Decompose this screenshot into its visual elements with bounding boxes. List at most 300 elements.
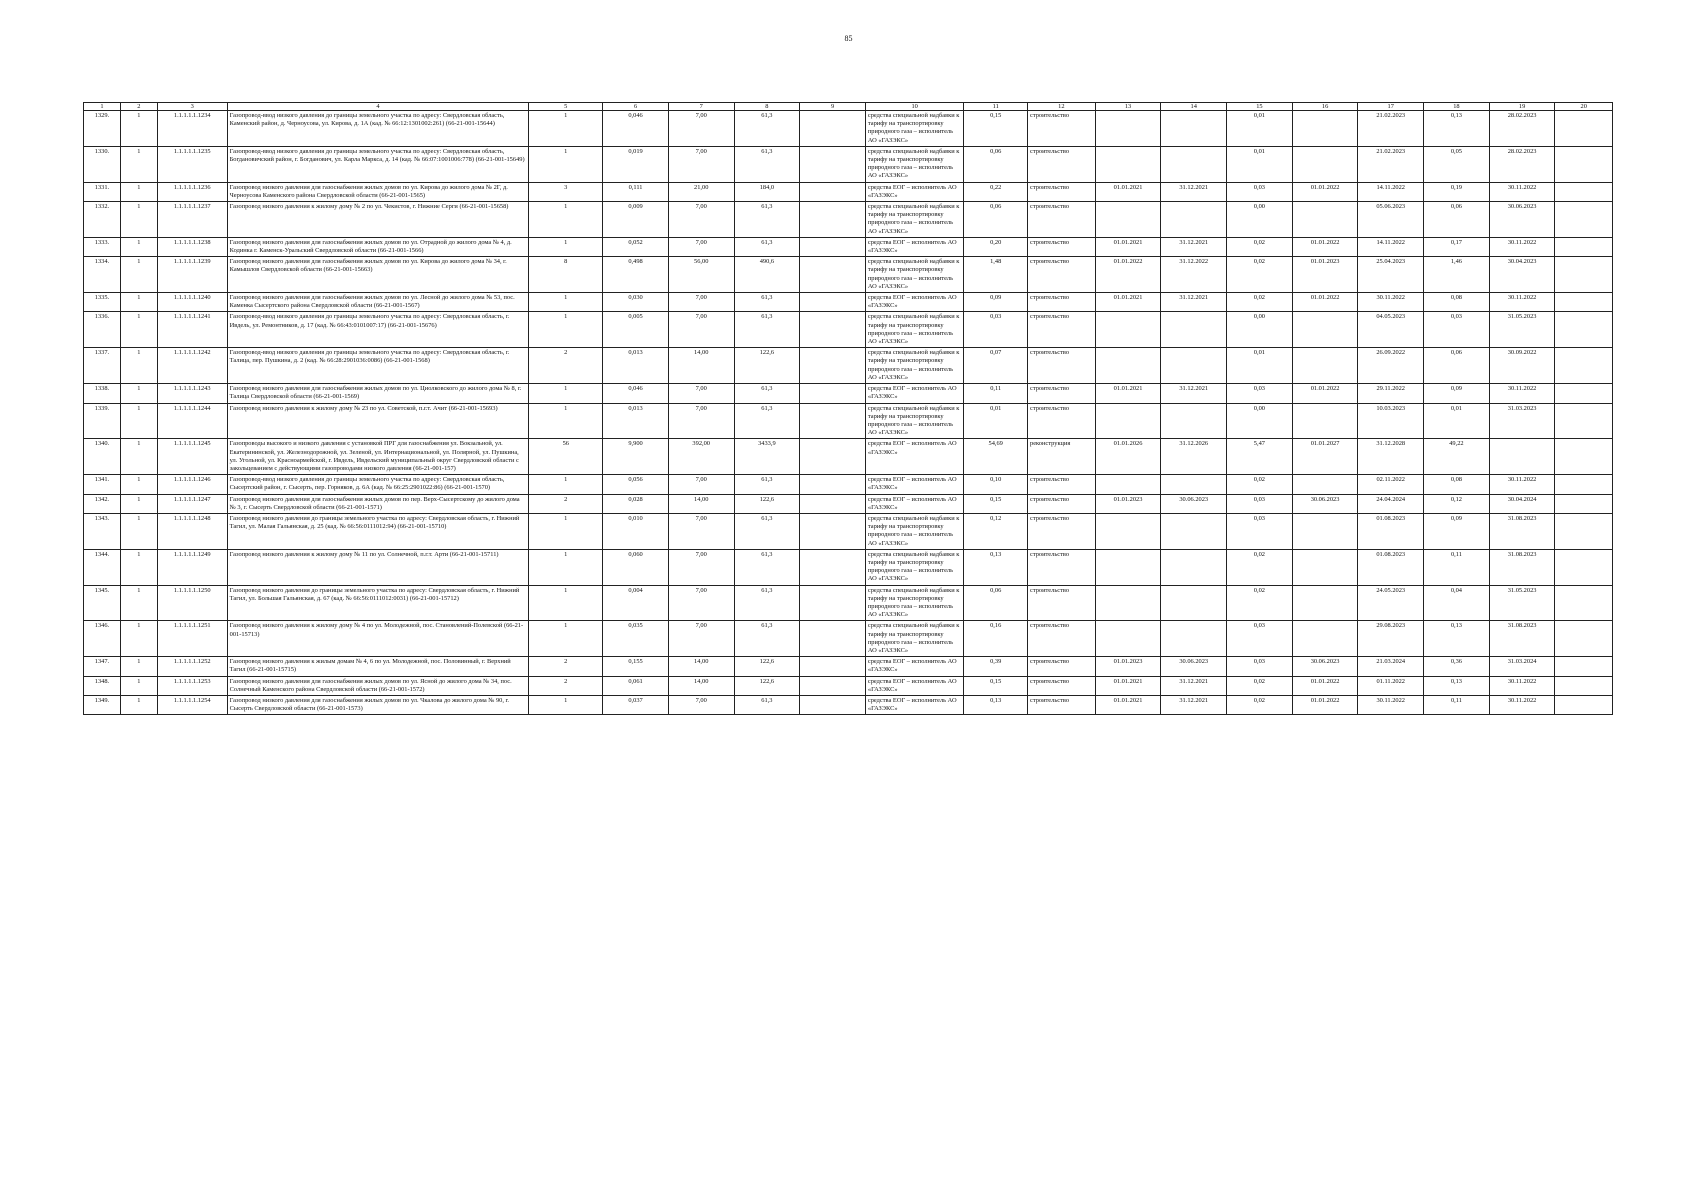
row-number: 1335. bbox=[84, 293, 121, 312]
col8-value: 61,3 bbox=[734, 312, 800, 348]
work-type: строительство bbox=[1028, 585, 1096, 621]
funding-source: средства ЕОГ – исполнитель АО «ГАЗЭКС» bbox=[865, 182, 964, 201]
item-code: 1.1.1.1.1.1238 bbox=[157, 237, 227, 256]
funding-source: средства ЕОГ – исполнитель АО «ГАЗЭКС» bbox=[865, 439, 964, 475]
row-number: 1341. bbox=[84, 475, 121, 494]
col16-date bbox=[1292, 348, 1358, 384]
col7-value: 14,00 bbox=[668, 348, 734, 384]
col5-value: 8 bbox=[529, 257, 603, 293]
col11-value: 0,11 bbox=[964, 384, 1028, 403]
work-type: строительство bbox=[1028, 513, 1096, 549]
col11-value: 0,13 bbox=[964, 549, 1028, 585]
end-date: 31.12.2022 bbox=[1161, 257, 1227, 293]
col7-value: 7,00 bbox=[668, 475, 734, 494]
end-date: 30.06.2023 bbox=[1161, 494, 1227, 513]
col2-value: 1 bbox=[120, 111, 157, 147]
completion-date: 30.09.2022 bbox=[1489, 348, 1555, 384]
start-date bbox=[1095, 475, 1161, 494]
col2-value: 1 bbox=[120, 257, 157, 293]
col2-value: 1 bbox=[120, 237, 157, 256]
item-code: 1.1.1.1.1.1253 bbox=[157, 676, 227, 695]
col15-value: 0,03 bbox=[1227, 494, 1293, 513]
table-row bbox=[84, 696, 1613, 715]
col15-value: 0,03 bbox=[1227, 657, 1293, 676]
work-type: строительство bbox=[1028, 257, 1096, 293]
col7-value: 7,00 bbox=[668, 202, 734, 238]
completion-date: 31.08.2023 bbox=[1489, 513, 1555, 549]
col15-value: 0,00 bbox=[1227, 312, 1293, 348]
object-name: Газопровод низкого давления к жилому дому № 23 по ул. Советской, п.г.т. Ачит (66-21-001-15693) bbox=[227, 403, 529, 439]
col18-value: 0,13 bbox=[1424, 621, 1490, 657]
row-number: 1332. bbox=[84, 202, 121, 238]
col15-value: 0,01 bbox=[1227, 111, 1293, 147]
object-name: Газопровод низкого давления для газоснабжения жилых домов по ул. Лесной до жилого дома № 53, пос. Каменка Сысертского района Свердловской области (66-21-001-1567) bbox=[227, 293, 529, 312]
col11-value: 0,20 bbox=[964, 237, 1028, 256]
row-number: 1349. bbox=[84, 696, 121, 715]
col16-date: 30.06.2023 bbox=[1292, 657, 1358, 676]
col9-value bbox=[800, 384, 866, 403]
column-number-8: 8 bbox=[734, 103, 800, 111]
start-date bbox=[1095, 585, 1161, 621]
item-code: 1.1.1.1.1.1245 bbox=[157, 439, 227, 475]
col20-value bbox=[1555, 146, 1613, 182]
column-number-2: 2 bbox=[120, 103, 157, 111]
col7-value: 21,00 bbox=[668, 182, 734, 201]
col5-value: 1 bbox=[529, 111, 603, 147]
col11-value: 0,16 bbox=[964, 621, 1028, 657]
col2-value: 1 bbox=[120, 696, 157, 715]
end-date: 31.12.2026 bbox=[1161, 439, 1227, 475]
col8-value: 61,3 bbox=[734, 513, 800, 549]
col5-value: 1 bbox=[529, 696, 603, 715]
funding-source: средства ЕОГ – исполнитель АО «ГАЗЭКС» bbox=[865, 237, 964, 256]
table-row bbox=[84, 348, 1613, 384]
column-number-10: 10 bbox=[865, 103, 964, 111]
col20-value bbox=[1555, 293, 1613, 312]
object-name: Газопровод-ввод низкого давления до границы земельного участка по адресу: Свердловская область, Богдановичский район, г. Богданович, ул. Карла Маркса, д. 14 (кад. № 66:07:1001006:778) (66-21-001-15649) bbox=[227, 146, 529, 182]
object-name: Газопровод низкого давления для газоснабжения жилых домов по ул. Кирова до жилого дома № 2Г, д. Черноусова Каменского района Свердловской области (66-21-001-1565) bbox=[227, 182, 529, 201]
col15-value: 0,02 bbox=[1227, 475, 1293, 494]
col17-date: 29.11.2022 bbox=[1358, 384, 1424, 403]
col15-value: 0,02 bbox=[1227, 696, 1293, 715]
col20-value bbox=[1555, 312, 1613, 348]
col7-value: 7,00 bbox=[668, 111, 734, 147]
col18-value: 0,11 bbox=[1424, 549, 1490, 585]
col16-date bbox=[1292, 146, 1358, 182]
col8-value: 61,3 bbox=[734, 111, 800, 147]
col11-value: 0,09 bbox=[964, 293, 1028, 312]
col11-value: 0,15 bbox=[964, 111, 1028, 147]
start-date bbox=[1095, 549, 1161, 585]
work-type: строительство bbox=[1028, 182, 1096, 201]
length-km: 9,900 bbox=[603, 439, 669, 475]
col8-value: 184,0 bbox=[734, 182, 800, 201]
col7-value: 56,00 bbox=[668, 257, 734, 293]
object-name: Газопровод низкого давления к жилому дому № 4 по ул. Молодежной, пос. Становлений-Полевской (66-21-001-15713) bbox=[227, 621, 529, 657]
col15-value: 0,01 bbox=[1227, 348, 1293, 384]
funding-source: средства специальной надбавки к тарифу на транспортировку природного газа – исполнитель АО «ГАЗЭКС» bbox=[865, 403, 964, 439]
col5-value: 2 bbox=[529, 494, 603, 513]
col7-value: 7,00 bbox=[668, 585, 734, 621]
funding-source: средства ЕОГ – исполнитель АО «ГАЗЭКС» bbox=[865, 676, 964, 695]
col8-value: 61,3 bbox=[734, 237, 800, 256]
table-row bbox=[84, 439, 1613, 475]
col11-value: 0,01 bbox=[964, 403, 1028, 439]
end-date: 30.06.2023 bbox=[1161, 657, 1227, 676]
row-number: 1345. bbox=[84, 585, 121, 621]
col9-value bbox=[800, 202, 866, 238]
work-type: строительство bbox=[1028, 293, 1096, 312]
object-name: Газопровод низкого давления для газоснабжения жилых домов по пер. Верх-Сысертскому до жилого дома № 3, г. Сысерть Свердловской области (66-21-001-1571) bbox=[227, 494, 529, 513]
start-date bbox=[1095, 348, 1161, 384]
col7-value: 7,00 bbox=[668, 293, 734, 312]
work-type: строительство bbox=[1028, 111, 1096, 147]
end-date: 31.12.2021 bbox=[1161, 676, 1227, 695]
col17-date: 31.12.2028 bbox=[1358, 439, 1424, 475]
length-km: 0,037 bbox=[603, 696, 669, 715]
table-row bbox=[84, 549, 1613, 585]
completion-date: 30.11.2022 bbox=[1489, 293, 1555, 312]
col16-date: 01.01.2022 bbox=[1292, 676, 1358, 695]
table-row bbox=[84, 676, 1613, 695]
col8-value: 61,3 bbox=[734, 403, 800, 439]
completion-date: 28.02.2023 bbox=[1489, 111, 1555, 147]
col18-value: 0,12 bbox=[1424, 494, 1490, 513]
col9-value bbox=[800, 348, 866, 384]
col7-value: 7,00 bbox=[668, 549, 734, 585]
work-type: строительство bbox=[1028, 146, 1096, 182]
work-type: строительство bbox=[1028, 384, 1096, 403]
col11-value: 0,39 bbox=[964, 657, 1028, 676]
start-date: 01.01.2021 bbox=[1095, 696, 1161, 715]
col2-value: 1 bbox=[120, 513, 157, 549]
col15-value: 0,02 bbox=[1227, 293, 1293, 312]
completion-date: 30.11.2022 bbox=[1489, 237, 1555, 256]
funding-source: средства специальной надбавки к тарифу на транспортировку природного газа – исполнитель АО «ГАЗЭКС» bbox=[865, 549, 964, 585]
object-name: Газопровод низкого давления до границы земельного участка по адресу: Свердловская область, г. Нижний Тагил, ул. Малая Гальянская, д. 25 (кад. № 66:56:0111012:94) (66-21-001-15710) bbox=[227, 513, 529, 549]
col11-value: 54,69 bbox=[964, 439, 1028, 475]
object-name: Газопровод низкого давления для газоснабжения жилых домов по ул. Отрадной до жилого дома № 4, д. Кодинка г. Каменск-Уральский Свердловской области (66-21-001-1566) bbox=[227, 237, 529, 256]
column-number-20: 20 bbox=[1555, 103, 1613, 111]
completion-date: 30.11.2022 bbox=[1489, 384, 1555, 403]
col8-value: 61,3 bbox=[734, 475, 800, 494]
col2-value: 1 bbox=[120, 146, 157, 182]
col17-date: 29.08.2023 bbox=[1358, 621, 1424, 657]
start-date bbox=[1095, 403, 1161, 439]
end-date: 31.12.2021 bbox=[1161, 182, 1227, 201]
col5-value: 1 bbox=[529, 621, 603, 657]
start-date bbox=[1095, 111, 1161, 147]
object-name: Газопровод-ввод низкого давления до границы земельного участка по адресу: Свердловская область, Каменский район, д. Черноусова, ул. Кирова, д. 1А (кад. № 66:12:1301002:261) (66-21-001-15644) bbox=[227, 111, 529, 147]
completion-date: 30.11.2022 bbox=[1489, 475, 1555, 494]
col17-date: 01.08.2023 bbox=[1358, 513, 1424, 549]
row-number: 1346. bbox=[84, 621, 121, 657]
column-number-6: 6 bbox=[603, 103, 669, 111]
col9-value bbox=[800, 237, 866, 256]
work-type: строительство bbox=[1028, 621, 1096, 657]
col18-value: 0,05 bbox=[1424, 146, 1490, 182]
funding-source: средства ЕОГ – исполнитель АО «ГАЗЭКС» bbox=[865, 657, 964, 676]
col16-date bbox=[1292, 549, 1358, 585]
item-code: 1.1.1.1.1.1254 bbox=[157, 696, 227, 715]
completion-date: 31.03.2023 bbox=[1489, 403, 1555, 439]
funding-source: средства ЕОГ – исполнитель АО «ГАЗЭКС» bbox=[865, 384, 964, 403]
col17-date: 30.11.2022 bbox=[1358, 293, 1424, 312]
column-number-1: 1 bbox=[84, 103, 121, 111]
col7-value: 7,00 bbox=[668, 513, 734, 549]
length-km: 0,035 bbox=[603, 621, 669, 657]
col16-date bbox=[1292, 403, 1358, 439]
col2-value: 1 bbox=[120, 585, 157, 621]
col7-value: 7,00 bbox=[668, 237, 734, 256]
length-km: 0,155 bbox=[603, 657, 669, 676]
col20-value bbox=[1555, 696, 1613, 715]
col5-value: 1 bbox=[529, 475, 603, 494]
col16-date bbox=[1292, 513, 1358, 549]
col17-date: 14.11.2022 bbox=[1358, 237, 1424, 256]
completion-date: 31.08.2023 bbox=[1489, 549, 1555, 585]
funding-source: средства специальной надбавки к тарифу на транспортировку природного газа – исполнитель АО «ГАЗЭКС» bbox=[865, 513, 964, 549]
col17-date: 02.11.2022 bbox=[1358, 475, 1424, 494]
completion-date: 28.02.2023 bbox=[1489, 146, 1555, 182]
funding-source: средства специальной надбавки к тарифу на транспортировку природного газа – исполнитель АО «ГАЗЭКС» bbox=[865, 348, 964, 384]
col2-value: 1 bbox=[120, 475, 157, 494]
start-date: 01.01.2023 bbox=[1095, 657, 1161, 676]
row-number: 1336. bbox=[84, 312, 121, 348]
col5-value: 2 bbox=[529, 657, 603, 676]
col15-value: 0,02 bbox=[1227, 585, 1293, 621]
col18-value: 0,08 bbox=[1424, 475, 1490, 494]
col18-value: 0,06 bbox=[1424, 348, 1490, 384]
row-number: 1340. bbox=[84, 439, 121, 475]
table-row bbox=[84, 513, 1613, 549]
length-km: 0,498 bbox=[603, 257, 669, 293]
col18-value: 1,46 bbox=[1424, 257, 1490, 293]
length-km: 0,030 bbox=[603, 293, 669, 312]
col5-value: 56 bbox=[529, 439, 603, 475]
col5-value: 2 bbox=[529, 348, 603, 384]
work-type: строительство bbox=[1028, 676, 1096, 695]
col15-value: 0,03 bbox=[1227, 182, 1293, 201]
start-date bbox=[1095, 621, 1161, 657]
col5-value: 3 bbox=[529, 182, 603, 201]
length-km: 0,046 bbox=[603, 384, 669, 403]
item-code: 1.1.1.1.1.1241 bbox=[157, 312, 227, 348]
col20-value bbox=[1555, 513, 1613, 549]
col2-value: 1 bbox=[120, 403, 157, 439]
col11-value: 0,10 bbox=[964, 475, 1028, 494]
col9-value bbox=[800, 475, 866, 494]
col20-value bbox=[1555, 384, 1613, 403]
length-km: 0,046 bbox=[603, 111, 669, 147]
col20-value bbox=[1555, 403, 1613, 439]
col5-value: 1 bbox=[529, 513, 603, 549]
col2-value: 1 bbox=[120, 384, 157, 403]
object-name: Газопровод низкого давления для газоснабжения жилых домов по ул. Кирова до жилого дома № 34, г. Камышлов Свердловской области (66-21-001-15663) bbox=[227, 257, 529, 293]
col16-date: 01.01.2027 bbox=[1292, 439, 1358, 475]
col17-date: 25.04.2023 bbox=[1358, 257, 1424, 293]
work-type: строительство bbox=[1028, 696, 1096, 715]
funding-source: средства специальной надбавки к тарифу на транспортировку природного газа – исполнитель АО «ГАЗЭКС» bbox=[865, 146, 964, 182]
work-type: строительство bbox=[1028, 403, 1096, 439]
item-code: 1.1.1.1.1.1244 bbox=[157, 403, 227, 439]
col7-value: 7,00 bbox=[668, 403, 734, 439]
col16-date: 30.06.2023 bbox=[1292, 494, 1358, 513]
col16-date bbox=[1292, 475, 1358, 494]
col17-date: 01.08.2023 bbox=[1358, 549, 1424, 585]
col9-value bbox=[800, 549, 866, 585]
col5-value: 1 bbox=[529, 384, 603, 403]
length-km: 0,028 bbox=[603, 494, 669, 513]
item-code: 1.1.1.1.1.1243 bbox=[157, 384, 227, 403]
col16-date bbox=[1292, 202, 1358, 238]
start-date bbox=[1095, 202, 1161, 238]
col2-value: 1 bbox=[120, 348, 157, 384]
item-code: 1.1.1.1.1.1247 bbox=[157, 494, 227, 513]
work-type: реконструкция bbox=[1028, 439, 1096, 475]
col11-value: 0,03 bbox=[964, 312, 1028, 348]
col2-value: 1 bbox=[120, 293, 157, 312]
object-name: Газопровод-ввод низкого давления до границы земельного участка по адресу: Свердловская область, Сысертский район, г. Сысерть, пер. Горняков, д. 6А (кад. № 66:25:2901022:86) (66-21-001-1570) bbox=[227, 475, 529, 494]
length-km: 0,010 bbox=[603, 513, 669, 549]
column-number-18: 18 bbox=[1424, 103, 1490, 111]
col8-value: 61,3 bbox=[734, 621, 800, 657]
table-row bbox=[84, 475, 1613, 494]
end-date bbox=[1161, 202, 1227, 238]
table-row bbox=[84, 384, 1613, 403]
col18-value: 0,03 bbox=[1424, 312, 1490, 348]
col15-value: 0,02 bbox=[1227, 237, 1293, 256]
column-number-12: 12 bbox=[1028, 103, 1096, 111]
col20-value bbox=[1555, 475, 1613, 494]
length-km: 0,009 bbox=[603, 202, 669, 238]
col7-value: 7,00 bbox=[668, 621, 734, 657]
col7-value: 7,00 bbox=[668, 696, 734, 715]
start-date bbox=[1095, 146, 1161, 182]
start-date: 01.01.2023 bbox=[1095, 494, 1161, 513]
col17-date: 04.05.2023 bbox=[1358, 312, 1424, 348]
col20-value bbox=[1555, 549, 1613, 585]
col20-value bbox=[1555, 585, 1613, 621]
row-number: 1344. bbox=[84, 549, 121, 585]
col18-value: 0,11 bbox=[1424, 696, 1490, 715]
col15-value: 5,47 bbox=[1227, 439, 1293, 475]
col7-value: 7,00 bbox=[668, 384, 734, 403]
page-number: 85 bbox=[844, 34, 853, 43]
col2-value: 1 bbox=[120, 621, 157, 657]
col17-date: 30.11.2022 bbox=[1358, 696, 1424, 715]
col9-value bbox=[800, 439, 866, 475]
col18-value: 0,13 bbox=[1424, 676, 1490, 695]
col11-value: 0,06 bbox=[964, 585, 1028, 621]
col20-value bbox=[1555, 202, 1613, 238]
col8-value: 61,3 bbox=[734, 202, 800, 238]
object-name: Газопровод-ввод низкого давления до границы земельного участка по адресу: Свердловская область, г. Ивдель, ул. Ремонтников, д. 17 (кад. № 66:43:0101007:17) (66-21-001-15676) bbox=[227, 312, 529, 348]
col7-value: 14,00 bbox=[668, 657, 734, 676]
col5-value: 1 bbox=[529, 237, 603, 256]
col17-date: 24.05.2023 bbox=[1358, 585, 1424, 621]
length-km: 0,019 bbox=[603, 146, 669, 182]
col20-value bbox=[1555, 257, 1613, 293]
start-date: 01.01.2021 bbox=[1095, 237, 1161, 256]
end-date: 31.12.2021 bbox=[1161, 384, 1227, 403]
col11-value: 0,22 bbox=[964, 182, 1028, 201]
table-row bbox=[84, 257, 1613, 293]
object-name: Газопровод низкого давления для газоснабжения жилых домов по ул. Чкалова до жилого дома № 90, г. Сысерть Свердловской области (66-21-001-1573) bbox=[227, 696, 529, 715]
item-code: 1.1.1.1.1.1252 bbox=[157, 657, 227, 676]
col18-value: 0,04 bbox=[1424, 585, 1490, 621]
table-row bbox=[84, 585, 1613, 621]
column-number-17: 17 bbox=[1358, 103, 1424, 111]
work-type: строительство bbox=[1028, 348, 1096, 384]
col20-value bbox=[1555, 182, 1613, 201]
item-code: 1.1.1.1.1.1239 bbox=[157, 257, 227, 293]
col5-value: 1 bbox=[529, 146, 603, 182]
col17-date: 01.11.2022 bbox=[1358, 676, 1424, 695]
col16-date: 01.01.2022 bbox=[1292, 237, 1358, 256]
row-number: 1337. bbox=[84, 348, 121, 384]
item-code: 1.1.1.1.1.1248 bbox=[157, 513, 227, 549]
col16-date bbox=[1292, 111, 1358, 147]
col11-value: 0,06 bbox=[964, 146, 1028, 182]
col9-value bbox=[800, 312, 866, 348]
col8-value: 122,6 bbox=[734, 676, 800, 695]
object-name: Газопровод низкого давления к жилым домам № 4, 6 по ул. Молодежной, пос. Половинный, г. Верхний Тагил (66-21-001-15715) bbox=[227, 657, 529, 676]
col7-value: 14,00 bbox=[668, 676, 734, 695]
col5-value: 1 bbox=[529, 549, 603, 585]
col18-value: 0,36 bbox=[1424, 657, 1490, 676]
col7-value: 392,00 bbox=[668, 439, 734, 475]
col7-value: 7,00 bbox=[668, 312, 734, 348]
funding-source: средства ЕОГ – исполнитель АО «ГАЗЭКС» bbox=[865, 494, 964, 513]
table-row bbox=[84, 293, 1613, 312]
col15-value: 0,01 bbox=[1227, 146, 1293, 182]
object-name: Газопроводы высокого и низкого давления с установкой ПРГ для газоснабжения ул. Вокзальной, ул. Екатерининской, ул. Железнодорожной, ул. Зеленой, ул. Интернациональной, ул. Полярной, ул. Пушкина, ул. Угольной, ул. Красноармейской, г. Ивдель, Ивдельский муниципальный округ Свердловской области с закольцеванием с действующими газопроводами низкого давления (66-21-001-157) bbox=[227, 439, 529, 475]
col5-value: 1 bbox=[529, 312, 603, 348]
column-number-16: 16 bbox=[1292, 103, 1358, 111]
table-row bbox=[84, 312, 1613, 348]
end-date bbox=[1161, 111, 1227, 147]
col20-value bbox=[1555, 237, 1613, 256]
col16-date: 01.01.2022 bbox=[1292, 696, 1358, 715]
work-type: строительство bbox=[1028, 494, 1096, 513]
col17-date: 24.04.2024 bbox=[1358, 494, 1424, 513]
col8-value: 61,3 bbox=[734, 696, 800, 715]
col17-date: 10.03.2023 bbox=[1358, 403, 1424, 439]
start-date: 01.01.2021 bbox=[1095, 676, 1161, 695]
col15-value: 0,03 bbox=[1227, 513, 1293, 549]
length-km: 0,060 bbox=[603, 549, 669, 585]
col16-date bbox=[1292, 585, 1358, 621]
investment-program-table bbox=[83, 102, 1613, 715]
table-row bbox=[84, 621, 1613, 657]
col9-value bbox=[800, 403, 866, 439]
col2-value: 1 bbox=[120, 676, 157, 695]
col16-date: 01.01.2022 bbox=[1292, 182, 1358, 201]
column-number-5: 5 bbox=[529, 103, 603, 111]
end-date bbox=[1161, 549, 1227, 585]
col15-value: 0,00 bbox=[1227, 403, 1293, 439]
funding-source: средства ЕОГ – исполнитель АО «ГАЗЭКС» bbox=[865, 696, 964, 715]
item-code: 1.1.1.1.1.1234 bbox=[157, 111, 227, 147]
col8-value: 122,6 bbox=[734, 657, 800, 676]
col20-value bbox=[1555, 657, 1613, 676]
completion-date: 30.11.2022 bbox=[1489, 696, 1555, 715]
col17-date: 14.11.2022 bbox=[1358, 182, 1424, 201]
col17-date: 21.02.2023 bbox=[1358, 111, 1424, 147]
item-code: 1.1.1.1.1.1236 bbox=[157, 182, 227, 201]
item-code: 1.1.1.1.1.1251 bbox=[157, 621, 227, 657]
